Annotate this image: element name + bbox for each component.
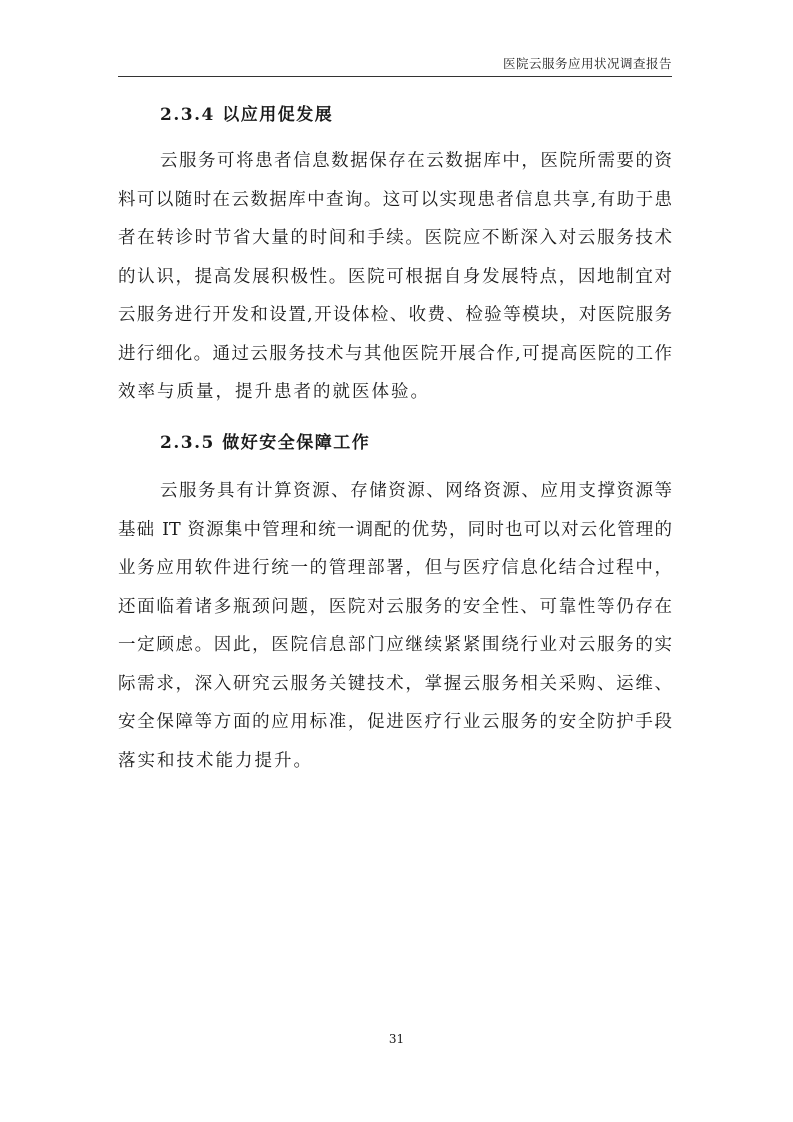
paragraph-line: 一定顾虑。因此，医院信息部门应继续紧紧围绕行业对云服务的实 — [118, 635, 672, 655]
paragraph-line: 效率与质量，提升患者的就医体验。 — [118, 382, 430, 402]
paragraph-line: 业务应用软件进行统一的管理部署，但与医疗信息化结合过程中， — [118, 558, 672, 578]
paragraph-line: 进行细化。通过云服务技术与其他医院开展合作,可提高医院的工作 — [118, 343, 672, 364]
paragraph-line: 云服务可将患者信息数据保存在云数据库中，医院所需要的资 — [160, 151, 672, 171]
paragraph-line: 的认识，提高发展积极性。医院可根据自身发展特点，因地制宜对 — [118, 266, 672, 287]
paragraph-2-3-4 — [118, 142, 672, 412]
paragraph-line: 料可以随时在云数据库中查询。这可以实现患者信息共享,有助于患 — [118, 189, 672, 210]
paragraph-line: 落实和技术能力提升。 — [118, 750, 313, 771]
page-header — [118, 52, 672, 77]
paragraph-line: 云服务进行开发和设置,开设体检、收费、检验等模块，对医院服务 — [118, 305, 672, 325]
paragraph-line: 基础 IT 资源集中管理和统一调配的优势，同时也可以对云化管理的 — [118, 519, 672, 540]
paragraph-line: 际需求，深入研究云服务关键技术，掌握云服务相关采购、运维、 — [118, 673, 672, 694]
header-title: 医院云服务应用状况调查报告 — [502, 56, 672, 71]
section-heading-2-3-5: 2.3.5 做好安全保障工作 — [160, 433, 371, 453]
section-heading-2-3-4: 2.3.4 以应用促发展 — [160, 105, 334, 125]
paragraph-line: 者在转诊时节省大量的时间和手续。医院应不断深入对云服务技术 — [118, 228, 672, 248]
paragraph-line: 安全保障等方面的应用标准，促进医疗行业云服务的安全防护手段 — [118, 712, 672, 732]
paragraph-2-3-5 — [118, 472, 672, 780]
page-number: 31 — [388, 1032, 405, 1046]
paragraph-line: 还面临着诸多瓶颈问题，医院对云服务的安全性、可靠性等仍存在 — [118, 596, 672, 617]
paragraph-line: 云服务具有计算资源、存储资源、网络资源、应用支撑资源等 — [160, 481, 672, 501]
